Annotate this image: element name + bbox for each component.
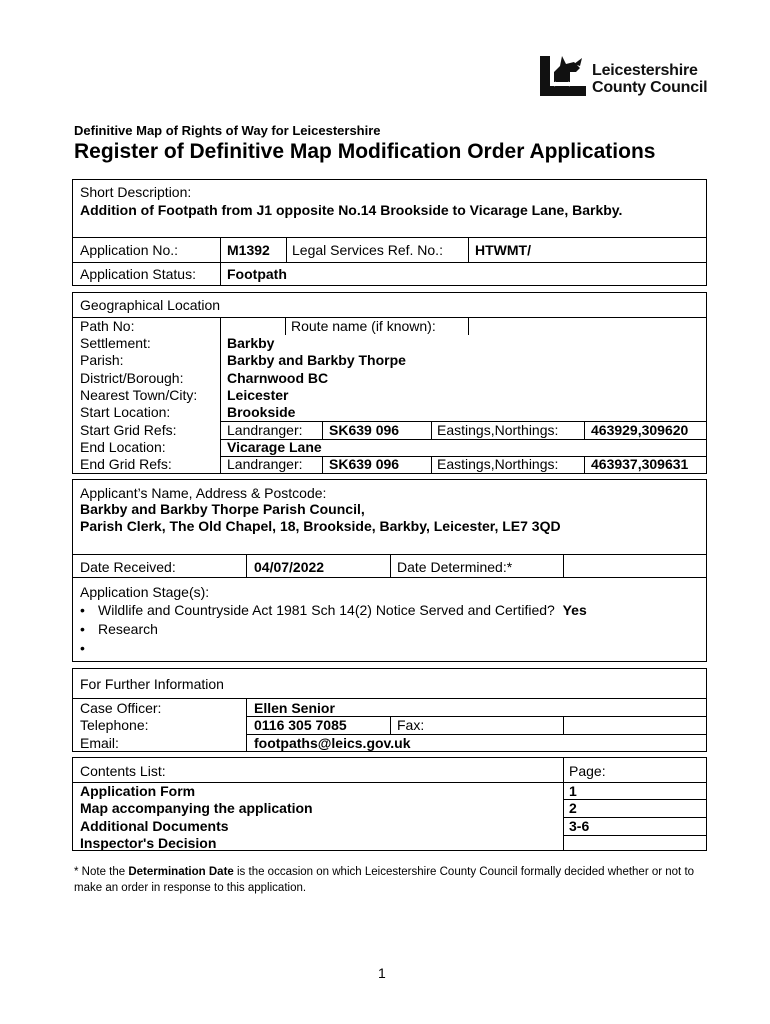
start-landranger-value: SK639 096 <box>329 422 400 438</box>
contents-item: Map accompanying the application <box>80 800 313 816</box>
col-divider <box>431 456 432 473</box>
footnote-prefix: * Note the <box>74 866 126 878</box>
page-number: 1 <box>378 965 386 981</box>
row-divider <box>73 262 706 263</box>
footnote-text: is the occasion on which Leicestershire County Council formally decided whether or not to make an order in response to this application. <box>74 866 695 894</box>
email-value[interactable]: footpaths@leics.gov.uk <box>254 735 411 751</box>
document-title: Register of Definitive Map Modification Order Applications <box>74 140 656 163</box>
col-divider <box>322 456 323 473</box>
date-determined-label: Date Determined:* <box>397 559 513 575</box>
short-description-box <box>72 179 707 238</box>
col-divider <box>468 317 469 335</box>
application-status-value: Footpath <box>227 266 287 282</box>
start-grid-refs-label: Start Grid Refs: <box>80 422 177 438</box>
logo-text <box>592 62 707 96</box>
email-label: Email: <box>80 735 119 751</box>
contents-item: Additional Documents <box>80 818 229 834</box>
col-divider <box>322 421 323 439</box>
telephone-value: 0116 305 7085 <box>254 717 347 733</box>
end-landranger-value: SK639 096 <box>329 456 400 472</box>
nearest-town-value: Leicester <box>227 387 289 403</box>
date-received-value: 04/07/2022 <box>254 559 325 575</box>
col-divider <box>584 456 585 473</box>
stage-item-text: Wildlife and Countryside Act 1981 Sch 14(2) Notice Served and Certified? <box>98 602 555 618</box>
parish-label: Parish: <box>80 352 124 368</box>
start-location-value: Brookside <box>227 404 296 420</box>
legal-ref-value: HTWMT/ <box>475 242 531 258</box>
path-no-label: Path No: <box>80 318 135 334</box>
application-box <box>72 237 707 286</box>
document-subtitle: Definitive Map of Rights of Way for Leicestershire <box>74 123 381 138</box>
end-landranger-label: Landranger: <box>227 456 303 472</box>
col-divider <box>584 421 585 439</box>
stages-label: Application Stage(s): <box>80 584 210 600</box>
contents-item-page: 3-6 <box>569 818 590 834</box>
row-divider <box>73 698 706 699</box>
application-no-label: Application No.: <box>80 242 179 258</box>
col-divider <box>468 238 469 262</box>
col-divider <box>246 698 247 751</box>
col-divider <box>220 238 221 285</box>
stage-item-text: Research <box>98 621 158 637</box>
application-status-label: Application Status: <box>80 266 196 282</box>
col-divider <box>285 317 286 335</box>
row-divider <box>563 835 706 836</box>
end-location-value: Vicarage Lane <box>227 439 322 455</box>
parish-value: Barkby and Barkby Thorpe <box>227 352 406 368</box>
case-officer-value: Ellen Senior <box>254 700 335 716</box>
short-description-value: Addition of Footpath from J1 opposite No.14 Brookside to Vicarage Lane, Barkby. <box>80 202 623 218</box>
stage-item-answer: Yes <box>562 602 587 618</box>
district-value: Charnwood BC <box>227 370 329 386</box>
logo-line-2: County Council <box>592 79 708 96</box>
end-grid-refs-label: End Grid Refs: <box>80 456 172 472</box>
case-officer-label: Case Officer: <box>80 700 162 716</box>
col-divider <box>563 716 564 734</box>
stage-item-empty <box>80 639 587 658</box>
short-description-label: Short Description: <box>80 184 192 200</box>
council-logo <box>540 52 710 100</box>
end-en-value: 463937,309631 <box>591 456 689 472</box>
district-label: District/Borough: <box>80 370 184 386</box>
col-divider <box>246 554 247 577</box>
end-location-label: End Location: <box>80 439 166 455</box>
geo-title: Geographical Location <box>80 297 221 313</box>
legal-ref-label: Legal Services Ref. No.: <box>292 242 443 258</box>
start-landranger-label: Landranger: <box>227 422 303 438</box>
col-divider <box>286 238 287 262</box>
further-information-box <box>72 668 707 752</box>
row-divider <box>563 799 706 800</box>
stages-list <box>80 601 587 658</box>
settlement-value: Barkby <box>227 335 275 351</box>
footnote-term: Determination Date <box>128 866 234 878</box>
start-en-value: 463929,309620 <box>591 422 689 438</box>
col-divider <box>390 554 391 577</box>
col-divider <box>563 554 564 577</box>
contents-page-label: Page: <box>569 763 606 779</box>
fax-label: Fax: <box>397 717 425 733</box>
footnote <box>74 864 704 896</box>
info-title: For Further Information <box>80 676 224 692</box>
col-divider <box>390 716 391 734</box>
applicant-line-1: Barkby and Barkby Thorpe Parish Council, <box>80 501 365 517</box>
stage-item <box>80 601 587 620</box>
contents-list-box <box>72 757 707 851</box>
contents-item: Inspector's Decision <box>80 835 217 851</box>
contents-item: Application Form <box>80 783 196 799</box>
stage-item <box>80 620 587 639</box>
contents-label: Contents List: <box>80 763 166 779</box>
contents-item-page: 2 <box>569 800 577 816</box>
row-divider <box>73 577 706 578</box>
col-divider <box>220 317 221 473</box>
applicant-line-2: Parish Clerk, The Old Chapel, 18, Brookside, Barkby, Leicester, LE7 3QD <box>80 518 561 534</box>
date-received-label: Date Received: <box>80 559 176 575</box>
fox-crest-icon <box>540 52 588 98</box>
route-name-label: Route name (if known): <box>291 318 436 334</box>
applicant-box <box>72 479 707 662</box>
telephone-label: Telephone: <box>80 717 149 733</box>
geographical-location-box <box>72 292 707 474</box>
contents-item-page: 1 <box>569 783 577 799</box>
applicant-label: Applicant’s Name, Address & Postcode: <box>80 485 327 501</box>
settlement-label: Settlement: <box>80 335 151 351</box>
start-en-label: Eastings,Northings: <box>437 422 559 438</box>
end-en-label: Eastings,Northings: <box>437 456 559 472</box>
application-no-value: M1392 <box>227 242 270 258</box>
col-divider <box>563 758 564 850</box>
col-divider <box>431 421 432 439</box>
start-location-label: Start Location: <box>80 404 171 420</box>
logo-line-1: Leicestershire <box>592 62 698 79</box>
nearest-town-label: Nearest Town/City: <box>80 387 198 403</box>
